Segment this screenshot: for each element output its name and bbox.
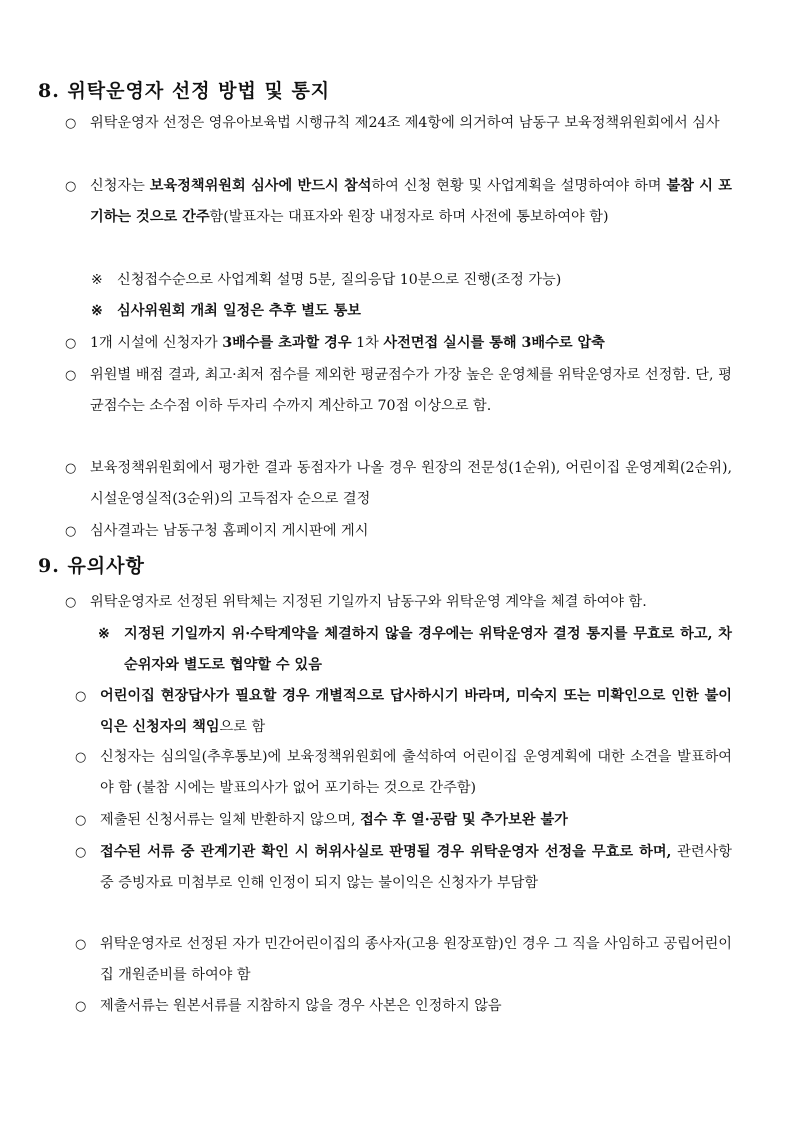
item-bold-text: 보육정책위원회 심사에 반드시 참석	[149, 178, 372, 194]
bullet-circle-icon: ○	[75, 999, 87, 1014]
bullet-circle-icon: ○	[65, 524, 77, 539]
list-item	[75, 742, 732, 804]
item-text: 1차	[351, 335, 384, 351]
list-item	[75, 805, 740, 836]
item-text: 제출서류는 원본서류를 지참하지 않을 경우 사본은 인정하지 않음	[100, 998, 502, 1014]
bullet-circle-icon: ○	[65, 116, 77, 131]
bullet-circle-icon: ○	[65, 368, 77, 383]
note-text: 신청접수순으로 사업계획 설명 5분, 질의응답 10분으로 진행(조정 가능)	[117, 272, 562, 288]
list-item	[65, 171, 732, 233]
reference-mark-icon: ※	[91, 272, 103, 288]
section-8-heading: 8. 위탁운영자 선정 방법 및 통지	[38, 80, 331, 102]
item-bold-text: 어린이집 현장답사가 필요할 경우 개별적으로 답사하시기 바라며, 미숙지 또는 미확인으로 인한 불이익은 신청자의 책임	[100, 688, 732, 735]
item-bold-text: 접수 후 열·공람 및 추가보완 불가	[360, 812, 568, 828]
item-bold-text: 불참 시 포기하는 것으로 간주	[90, 178, 732, 225]
note-item	[91, 296, 732, 327]
bullet-circle-icon: ○	[65, 461, 77, 476]
item-text: 위탁운영자로 선정된 위탁체는 지정된 기일까지 남동구와 위탁운영 계약을 체결 하여야 함.	[90, 594, 647, 610]
item-text: 1개 시설에 신청자가	[90, 335, 223, 351]
list-item	[65, 360, 732, 422]
list-item	[75, 991, 732, 1022]
item-text: 심사결과는 남동구청 홈페이지 게시판에 게시	[90, 523, 369, 539]
item-text: 관련사항 중 증빙자료 미첨부로 인해 인정이 되지 않는 불이익은 신청자가 부담함	[100, 844, 732, 891]
note-text: 심사위원회 개최 일정은 추후 별도 통보	[117, 303, 361, 319]
list-item	[65, 516, 732, 547]
item-bold-text: 사전면접 실시를 통해 3배수로 압축	[383, 335, 605, 351]
item-text: 함(발표자는 대표자와 원장 내정자로 하며 사전에 통보하여야 함)	[209, 209, 609, 225]
note-text: 지정된 기일까지 위·수탁계약을 체결하지 않을 경우에는 위탁운영자 결정 통지를 무효로 하고, 차 순위자와 별도로 협약할 수 있음	[124, 626, 732, 673]
list-item	[75, 837, 732, 899]
item-text: 제출된 신청서류는 일체 반환하지 않으며,	[100, 812, 361, 828]
bullet-circle-icon: ○	[65, 595, 77, 610]
reference-mark-icon: ※	[98, 626, 110, 642]
item-text: 하여 신청 현황 및 사업계획을 설명하여야 하며	[371, 178, 667, 194]
item-text: 으로 함	[219, 719, 266, 735]
bullet-circle-icon: ○	[75, 845, 87, 860]
item-text: 위탁운영자로 선정된 자가 민간어린이집의 종사자(고용 원장포함)인 경우 그 직을 사임하고 공립어린이집 개원준비를 하여야 함	[100, 936, 732, 983]
bullet-circle-icon: ○	[65, 179, 77, 194]
item-bold-text: 접수된 서류 중 관계기관 확인 시 허위사실로 판명될 경우 위탁운영자 선정을 무효로 하며,	[100, 844, 672, 860]
bullet-circle-icon: ○	[75, 750, 87, 765]
bullet-circle-icon: ○	[75, 689, 87, 704]
item-text: 보육정책위원회에서 평가한 결과 동점자가 나올 경우 원장의 전문성(1순위), 어린이집 운영계획(2순위), 시설운영실적(3순위)의 고득점자 순으로 결정	[90, 460, 732, 507]
list-item	[65, 453, 732, 515]
list-item	[65, 587, 750, 618]
note-item	[91, 265, 732, 296]
note-item	[98, 619, 732, 681]
item-text: 위원별 배점 결과, 최고·최저 점수를 제외한 평균점수가 가장 높은 운영체를 위탁운영자로 선정함. 단, 평균점수는 소수점 이하 두자리 수까지 계산하고 70점 이상으로 함.	[90, 367, 732, 414]
bullet-circle-icon: ○	[75, 937, 87, 952]
reference-mark-icon: ※	[91, 303, 103, 319]
bullet-circle-icon: ○	[75, 813, 87, 828]
item-text: 신청자는	[90, 178, 150, 194]
bullet-circle-icon: ○	[65, 336, 77, 351]
item-bold-text: 3배수를 초과할 경우	[222, 335, 352, 351]
section-9-heading: 9. 유의사항	[38, 555, 145, 577]
item-text: 위탁운영자 선정은 영유아보육법 시행규칙 제24조 제4항에 의거하여 남동구 보육정책위원회에서 심사	[90, 115, 720, 131]
list-item	[75, 929, 732, 991]
list-item	[65, 328, 750, 359]
list-item	[75, 681, 732, 743]
list-item	[65, 108, 732, 139]
item-text: 신청자는 심의일(추후통보)에 보육정책위원회에 출석하여 어린이집 운영계획에 대한 소견을 발표하여야 함 (불참 시에는 발표의사가 없어 포기하는 것으로 간주함)	[100, 749, 732, 796]
